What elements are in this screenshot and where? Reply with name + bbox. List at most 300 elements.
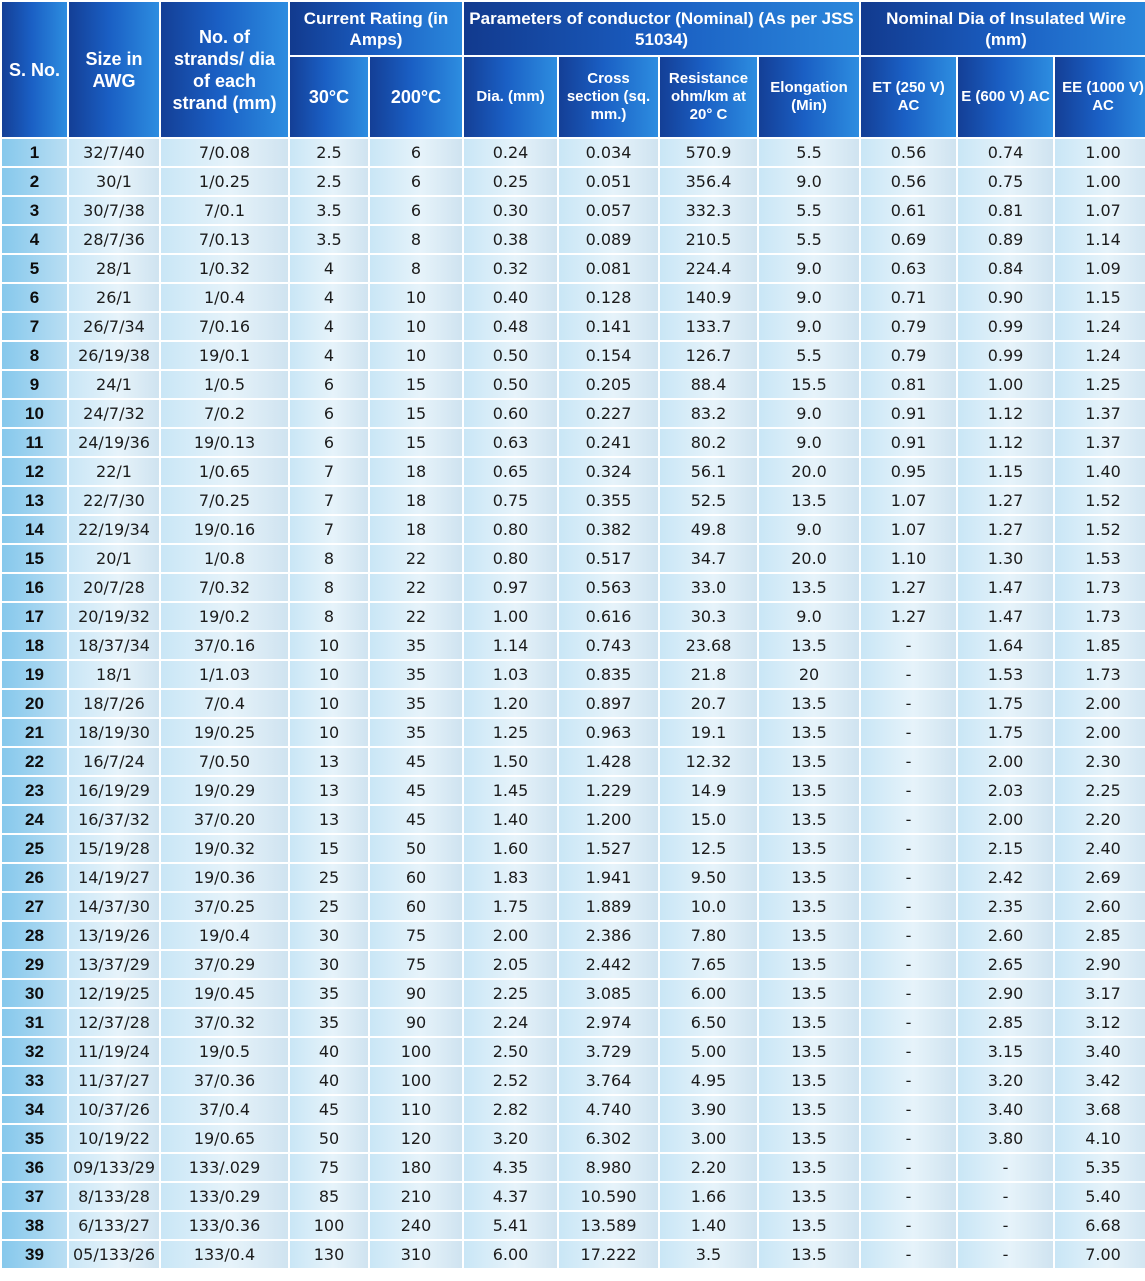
cell-strands: 37/0.32 bbox=[161, 1009, 288, 1036]
cell-current-200c: 75 bbox=[370, 951, 462, 978]
cell-cross-section: 0.128 bbox=[559, 284, 658, 311]
cell-cross-section: 1.200 bbox=[559, 806, 658, 833]
cell-strands: 19/0.16 bbox=[161, 516, 288, 543]
cell-cross-section: 0.517 bbox=[559, 545, 658, 572]
cell-dia: 0.80 bbox=[464, 545, 557, 572]
cell-ee: 5.35 bbox=[1055, 1154, 1145, 1181]
table-row bbox=[2, 313, 1145, 340]
cell-et: - bbox=[861, 806, 956, 833]
cell-size-awg: 24/19/36 bbox=[69, 429, 159, 456]
cell-strands: 37/0.4 bbox=[161, 1096, 288, 1123]
cell-e: 2.90 bbox=[958, 980, 1053, 1007]
cell-dia: 1.60 bbox=[464, 835, 557, 862]
cell-strands: 19/0.2 bbox=[161, 603, 288, 630]
table-row bbox=[2, 951, 1145, 978]
cell-strands: 7/0.2 bbox=[161, 400, 288, 427]
header-et: ET (250 V) AC bbox=[861, 57, 956, 137]
cell-resistance: 19.1 bbox=[660, 719, 757, 746]
cell-current-30c: 100 bbox=[290, 1212, 368, 1239]
cell-strands: 37/0.29 bbox=[161, 951, 288, 978]
cell-size-awg: 12/37/28 bbox=[69, 1009, 159, 1036]
cell-e: 0.75 bbox=[958, 168, 1053, 195]
cell-resistance: 356.4 bbox=[660, 168, 757, 195]
cell-size-awg: 26/7/34 bbox=[69, 313, 159, 340]
cell-ee: 2.30 bbox=[1055, 748, 1145, 775]
table-row bbox=[2, 226, 1145, 253]
cell-dia: 1.00 bbox=[464, 603, 557, 630]
cell-strands: 19/0.4 bbox=[161, 922, 288, 949]
table-row bbox=[2, 603, 1145, 630]
cell-e: 2.85 bbox=[958, 1009, 1053, 1036]
cell-resistance: 7.65 bbox=[660, 951, 757, 978]
cell-ee: 1.52 bbox=[1055, 516, 1145, 543]
cell-current-30c: 25 bbox=[290, 864, 368, 891]
cell-size-awg: 16/7/24 bbox=[69, 748, 159, 775]
cell-cross-section: 4.740 bbox=[559, 1096, 658, 1123]
cell-current-30c: 10 bbox=[290, 690, 368, 717]
cell-current-30c: 2.5 bbox=[290, 168, 368, 195]
cell-ee: 3.12 bbox=[1055, 1009, 1145, 1036]
table-row bbox=[2, 1212, 1145, 1239]
cell-current-30c: 13 bbox=[290, 806, 368, 833]
cell-cross-section: 1.229 bbox=[559, 777, 658, 804]
cell-cross-section: 0.034 bbox=[559, 139, 658, 166]
cell-size-awg: 13/19/26 bbox=[69, 922, 159, 949]
cell-e: 0.89 bbox=[958, 226, 1053, 253]
cell-sno: 38 bbox=[2, 1212, 67, 1239]
table-row bbox=[2, 429, 1145, 456]
cell-elongation: 20.0 bbox=[759, 545, 859, 572]
cell-sno: 22 bbox=[2, 748, 67, 775]
cell-current-30c: 130 bbox=[290, 1241, 368, 1268]
cell-resistance: 88.4 bbox=[660, 371, 757, 398]
cell-size-awg: 16/19/29 bbox=[69, 777, 159, 804]
cell-elongation: 13.5 bbox=[759, 719, 859, 746]
table-header bbox=[2, 2, 1145, 137]
cell-e: - bbox=[958, 1183, 1053, 1210]
cell-current-200c: 10 bbox=[370, 313, 462, 340]
cell-strands: 133/0.4 bbox=[161, 1241, 288, 1268]
cell-ee: 1.15 bbox=[1055, 284, 1145, 311]
cell-current-30c: 40 bbox=[290, 1067, 368, 1094]
cell-size-awg: 26/1 bbox=[69, 284, 159, 311]
cell-size-awg: 20/1 bbox=[69, 545, 159, 572]
cell-cross-section: 0.897 bbox=[559, 690, 658, 717]
cell-ee: 1.14 bbox=[1055, 226, 1145, 253]
cell-size-awg: 10/37/26 bbox=[69, 1096, 159, 1123]
cell-current-30c: 35 bbox=[290, 980, 368, 1007]
cell-cross-section: 0.563 bbox=[559, 574, 658, 601]
cell-cross-section: 2.974 bbox=[559, 1009, 658, 1036]
cell-current-200c: 60 bbox=[370, 864, 462, 891]
cell-ee: 1.24 bbox=[1055, 313, 1145, 340]
cell-current-30c: 4 bbox=[290, 313, 368, 340]
cell-et: - bbox=[861, 980, 956, 1007]
cell-cross-section: 1.941 bbox=[559, 864, 658, 891]
cell-elongation: 9.0 bbox=[759, 429, 859, 456]
cell-current-30c: 75 bbox=[290, 1154, 368, 1181]
cell-elongation: 13.5 bbox=[759, 835, 859, 862]
cell-dia: 0.40 bbox=[464, 284, 557, 311]
cell-current-200c: 8 bbox=[370, 226, 462, 253]
cell-size-awg: 12/19/25 bbox=[69, 980, 159, 1007]
cell-current-30c: 3.5 bbox=[290, 226, 368, 253]
cell-strands: 19/0.45 bbox=[161, 980, 288, 1007]
cell-resistance: 49.8 bbox=[660, 516, 757, 543]
cell-resistance: 210.5 bbox=[660, 226, 757, 253]
header-dia: Dia. (mm) bbox=[464, 57, 557, 137]
cell-dia: 0.75 bbox=[464, 487, 557, 514]
cell-current-200c: 310 bbox=[370, 1241, 462, 1268]
cell-e: 3.80 bbox=[958, 1125, 1053, 1152]
table-row bbox=[2, 1125, 1145, 1152]
cell-et: 0.71 bbox=[861, 284, 956, 311]
header-e: E (600 V) AC bbox=[958, 57, 1053, 137]
cell-ee: 1.24 bbox=[1055, 342, 1145, 369]
cell-dia: 0.50 bbox=[464, 342, 557, 369]
cell-cross-section: 1.889 bbox=[559, 893, 658, 920]
cell-dia: 0.65 bbox=[464, 458, 557, 485]
cell-resistance: 21.8 bbox=[660, 661, 757, 688]
cell-elongation: 13.5 bbox=[759, 632, 859, 659]
cell-elongation: 13.5 bbox=[759, 1241, 859, 1268]
cell-ee: 1.85 bbox=[1055, 632, 1145, 659]
cell-current-30c: 13 bbox=[290, 777, 368, 804]
cell-e: 1.27 bbox=[958, 516, 1053, 543]
cell-resistance: 126.7 bbox=[660, 342, 757, 369]
cell-et: 1.27 bbox=[861, 574, 956, 601]
cell-cross-section: 1.527 bbox=[559, 835, 658, 862]
cell-current-30c: 7 bbox=[290, 458, 368, 485]
table-row bbox=[2, 719, 1145, 746]
cell-sno: 19 bbox=[2, 661, 67, 688]
cell-ee: 1.37 bbox=[1055, 400, 1145, 427]
cell-current-200c: 10 bbox=[370, 284, 462, 311]
table-row bbox=[2, 777, 1145, 804]
cell-e: 1.12 bbox=[958, 400, 1053, 427]
cell-current-200c: 22 bbox=[370, 603, 462, 630]
cell-e: 0.99 bbox=[958, 313, 1053, 340]
cell-dia: 2.05 bbox=[464, 951, 557, 978]
cell-e: 2.00 bbox=[958, 806, 1053, 833]
table-row bbox=[2, 980, 1145, 1007]
cell-cross-section: 0.382 bbox=[559, 516, 658, 543]
table-row bbox=[2, 632, 1145, 659]
cell-strands: 133/.029 bbox=[161, 1154, 288, 1181]
cell-elongation: 13.5 bbox=[759, 487, 859, 514]
cell-elongation: 9.0 bbox=[759, 516, 859, 543]
table-row bbox=[2, 197, 1145, 224]
cell-et: 1.27 bbox=[861, 603, 956, 630]
cell-e: 1.12 bbox=[958, 429, 1053, 456]
cell-strands: 133/0.36 bbox=[161, 1212, 288, 1239]
cell-dia: 0.24 bbox=[464, 139, 557, 166]
cell-cross-section: 3.764 bbox=[559, 1067, 658, 1094]
cell-cross-section: 0.154 bbox=[559, 342, 658, 369]
cell-current-200c: 210 bbox=[370, 1183, 462, 1210]
cell-cross-section: 0.616 bbox=[559, 603, 658, 630]
cell-resistance: 30.3 bbox=[660, 603, 757, 630]
cell-et: - bbox=[861, 1125, 956, 1152]
cell-elongation: 9.0 bbox=[759, 284, 859, 311]
cell-size-awg: 05/133/26 bbox=[69, 1241, 159, 1268]
cell-strands: 37/0.16 bbox=[161, 632, 288, 659]
cell-dia: 1.40 bbox=[464, 806, 557, 833]
table-row bbox=[2, 487, 1145, 514]
cell-sno: 23 bbox=[2, 777, 67, 804]
table-row bbox=[2, 1241, 1145, 1268]
cell-sno: 33 bbox=[2, 1067, 67, 1094]
header-ee: EE (1000 V) AC bbox=[1055, 57, 1145, 137]
cell-resistance: 9.50 bbox=[660, 864, 757, 891]
cell-cross-section: 1.428 bbox=[559, 748, 658, 775]
cell-et: 0.61 bbox=[861, 197, 956, 224]
cell-elongation: 13.5 bbox=[759, 1096, 859, 1123]
cell-dia: 0.38 bbox=[464, 226, 557, 253]
cell-strands: 7/0.32 bbox=[161, 574, 288, 601]
cell-e: 2.65 bbox=[958, 951, 1053, 978]
cell-resistance: 3.90 bbox=[660, 1096, 757, 1123]
cell-resistance: 6.50 bbox=[660, 1009, 757, 1036]
cell-resistance: 224.4 bbox=[660, 255, 757, 282]
cell-ee: 2.00 bbox=[1055, 690, 1145, 717]
cell-elongation: 9.0 bbox=[759, 400, 859, 427]
cell-ee: 3.68 bbox=[1055, 1096, 1145, 1123]
cell-e: 3.15 bbox=[958, 1038, 1053, 1065]
cell-dia: 0.60 bbox=[464, 400, 557, 427]
cell-current-200c: 15 bbox=[370, 371, 462, 398]
cell-elongation: 13.5 bbox=[759, 1009, 859, 1036]
cell-strands: 19/0.13 bbox=[161, 429, 288, 456]
cell-current-200c: 100 bbox=[370, 1038, 462, 1065]
cell-strands: 133/0.29 bbox=[161, 1183, 288, 1210]
cell-et: - bbox=[861, 922, 956, 949]
cell-current-200c: 180 bbox=[370, 1154, 462, 1181]
cell-sno: 28 bbox=[2, 922, 67, 949]
cell-current-200c: 35 bbox=[370, 690, 462, 717]
cell-resistance: 23.68 bbox=[660, 632, 757, 659]
cell-current-30c: 10 bbox=[290, 661, 368, 688]
header-strands: No. of strands/ dia of each strand (mm) bbox=[161, 2, 288, 137]
cell-strands: 7/0.08 bbox=[161, 139, 288, 166]
cell-size-awg: 18/37/34 bbox=[69, 632, 159, 659]
cell-ee: 2.40 bbox=[1055, 835, 1145, 862]
header-200c: 200°C bbox=[370, 57, 462, 137]
cell-size-awg: 32/7/40 bbox=[69, 139, 159, 166]
cell-resistance: 3.00 bbox=[660, 1125, 757, 1152]
cell-sno: 39 bbox=[2, 1241, 67, 1268]
cell-current-30c: 15 bbox=[290, 835, 368, 862]
cell-elongation: 13.5 bbox=[759, 1154, 859, 1181]
table-row bbox=[2, 1183, 1145, 1210]
header-current-rating-group: Current Rating (in Amps) bbox=[290, 2, 462, 55]
cell-cross-section: 0.057 bbox=[559, 197, 658, 224]
cell-dia: 1.25 bbox=[464, 719, 557, 746]
table-row bbox=[2, 661, 1145, 688]
cell-elongation: 5.5 bbox=[759, 139, 859, 166]
cell-current-30c: 10 bbox=[290, 719, 368, 746]
cell-size-awg: 6/133/27 bbox=[69, 1212, 159, 1239]
cell-size-awg: 28/1 bbox=[69, 255, 159, 282]
cell-et: 0.56 bbox=[861, 168, 956, 195]
cell-current-200c: 240 bbox=[370, 1212, 462, 1239]
table-row bbox=[2, 806, 1145, 833]
cell-size-awg: 22/7/30 bbox=[69, 487, 159, 514]
cell-current-30c: 30 bbox=[290, 951, 368, 978]
cell-resistance: 133.7 bbox=[660, 313, 757, 340]
cell-cross-section: 0.963 bbox=[559, 719, 658, 746]
cell-et: - bbox=[861, 1038, 956, 1065]
cell-elongation: 13.5 bbox=[759, 1183, 859, 1210]
table-row bbox=[2, 255, 1145, 282]
cell-dia: 1.20 bbox=[464, 690, 557, 717]
cell-current-30c: 7 bbox=[290, 487, 368, 514]
cell-strands: 1/0.25 bbox=[161, 168, 288, 195]
cell-dia: 1.03 bbox=[464, 661, 557, 688]
table-row bbox=[2, 748, 1145, 775]
cell-sno: 25 bbox=[2, 835, 67, 862]
cell-cross-section: 0.241 bbox=[559, 429, 658, 456]
cell-cross-section: 0.051 bbox=[559, 168, 658, 195]
table-body bbox=[2, 139, 1145, 1268]
cell-current-30c: 30 bbox=[290, 922, 368, 949]
cell-resistance: 1.40 bbox=[660, 1212, 757, 1239]
table-row bbox=[2, 1067, 1145, 1094]
cell-current-200c: 22 bbox=[370, 574, 462, 601]
cell-elongation: 13.5 bbox=[759, 980, 859, 1007]
cell-current-200c: 18 bbox=[370, 487, 462, 514]
cell-current-200c: 10 bbox=[370, 342, 462, 369]
cell-current-30c: 2.5 bbox=[290, 139, 368, 166]
cell-dia: 0.50 bbox=[464, 371, 557, 398]
cell-current-200c: 15 bbox=[370, 400, 462, 427]
cell-current-30c: 10 bbox=[290, 632, 368, 659]
cell-ee: 1.40 bbox=[1055, 458, 1145, 485]
cell-current-200c: 90 bbox=[370, 1009, 462, 1036]
cell-sno: 31 bbox=[2, 1009, 67, 1036]
cell-cross-section: 13.589 bbox=[559, 1212, 658, 1239]
cell-size-awg: 14/37/30 bbox=[69, 893, 159, 920]
cell-resistance: 56.1 bbox=[660, 458, 757, 485]
cell-resistance: 12.32 bbox=[660, 748, 757, 775]
cell-cross-section: 0.089 bbox=[559, 226, 658, 253]
table-row bbox=[2, 400, 1145, 427]
cell-current-200c: 6 bbox=[370, 168, 462, 195]
cell-sno: 32 bbox=[2, 1038, 67, 1065]
cell-et: - bbox=[861, 951, 956, 978]
cell-e: 1.47 bbox=[958, 574, 1053, 601]
cell-elongation: 13.5 bbox=[759, 806, 859, 833]
cell-cross-section: 3.085 bbox=[559, 980, 658, 1007]
cell-strands: 7/0.50 bbox=[161, 748, 288, 775]
cell-elongation: 5.5 bbox=[759, 226, 859, 253]
cell-elongation: 13.5 bbox=[759, 574, 859, 601]
cell-e: 1.75 bbox=[958, 690, 1053, 717]
cell-ee: 1.52 bbox=[1055, 487, 1145, 514]
cell-strands: 37/0.25 bbox=[161, 893, 288, 920]
cell-ee: 5.40 bbox=[1055, 1183, 1145, 1210]
cell-dia: 5.41 bbox=[464, 1212, 557, 1239]
cell-resistance: 332.3 bbox=[660, 197, 757, 224]
cell-et: - bbox=[861, 1154, 956, 1181]
cell-et: - bbox=[861, 661, 956, 688]
table-row bbox=[2, 1154, 1145, 1181]
cell-e: 0.84 bbox=[958, 255, 1053, 282]
cell-e: 2.03 bbox=[958, 777, 1053, 804]
header-cross-section: Cross section (sq. mm.) bbox=[559, 57, 658, 137]
cell-cross-section: 0.835 bbox=[559, 661, 658, 688]
cell-et: - bbox=[861, 1183, 956, 1210]
cell-cross-section: 2.386 bbox=[559, 922, 658, 949]
table-row bbox=[2, 342, 1145, 369]
cell-et: 1.07 bbox=[861, 516, 956, 543]
cell-elongation: 9.0 bbox=[759, 313, 859, 340]
cell-strands: 1/0.5 bbox=[161, 371, 288, 398]
cell-elongation: 9.0 bbox=[759, 168, 859, 195]
cell-current-200c: 6 bbox=[370, 139, 462, 166]
cell-et: 0.95 bbox=[861, 458, 956, 485]
cell-current-200c: 35 bbox=[370, 661, 462, 688]
cell-current-30c: 6 bbox=[290, 429, 368, 456]
cell-resistance: 33.0 bbox=[660, 574, 757, 601]
cell-et: 1.10 bbox=[861, 545, 956, 572]
cell-size-awg: 18/7/26 bbox=[69, 690, 159, 717]
table-row bbox=[2, 1009, 1145, 1036]
cell-size-awg: 13/37/29 bbox=[69, 951, 159, 978]
cell-current-200c: 45 bbox=[370, 748, 462, 775]
cell-sno: 16 bbox=[2, 574, 67, 601]
cell-sno: 2 bbox=[2, 168, 67, 195]
cell-dia: 4.37 bbox=[464, 1183, 557, 1210]
cell-strands: 37/0.36 bbox=[161, 1067, 288, 1094]
cell-strands: 1/0.8 bbox=[161, 545, 288, 572]
cell-et: - bbox=[861, 1067, 956, 1094]
cell-et: - bbox=[861, 748, 956, 775]
cell-cross-section: 0.227 bbox=[559, 400, 658, 427]
header-elongation: Elongation (Min) bbox=[759, 57, 859, 137]
cell-e: - bbox=[958, 1212, 1053, 1239]
cell-dia: 0.30 bbox=[464, 197, 557, 224]
cell-e: 1.75 bbox=[958, 719, 1053, 746]
cell-current-200c: 35 bbox=[370, 632, 462, 659]
header-30c: 30°C bbox=[290, 57, 368, 137]
cell-sno: 26 bbox=[2, 864, 67, 891]
cell-strands: 19/0.36 bbox=[161, 864, 288, 891]
cell-dia: 2.00 bbox=[464, 922, 557, 949]
table-row bbox=[2, 545, 1145, 572]
header-size-awg: Size in AWG bbox=[69, 2, 159, 137]
cell-resistance: 5.00 bbox=[660, 1038, 757, 1065]
cell-current-200c: 50 bbox=[370, 835, 462, 862]
cell-cross-section: 0.324 bbox=[559, 458, 658, 485]
cell-size-awg: 18/1 bbox=[69, 661, 159, 688]
cell-sno: 4 bbox=[2, 226, 67, 253]
cell-e: 1.64 bbox=[958, 632, 1053, 659]
cell-et: - bbox=[861, 777, 956, 804]
cell-resistance: 7.80 bbox=[660, 922, 757, 949]
cell-ee: 3.42 bbox=[1055, 1067, 1145, 1094]
cell-sno: 17 bbox=[2, 603, 67, 630]
header-resistance: Resistance ohm/km at 20° C bbox=[660, 57, 757, 137]
cell-elongation: 13.5 bbox=[759, 893, 859, 920]
cell-strands: 19/0.1 bbox=[161, 342, 288, 369]
cell-current-30c: 4 bbox=[290, 342, 368, 369]
cell-current-30c: 50 bbox=[290, 1125, 368, 1152]
cell-sno: 24 bbox=[2, 806, 67, 833]
cell-current-200c: 90 bbox=[370, 980, 462, 1007]
cell-sno: 15 bbox=[2, 545, 67, 572]
cell-e: 1.53 bbox=[958, 661, 1053, 688]
